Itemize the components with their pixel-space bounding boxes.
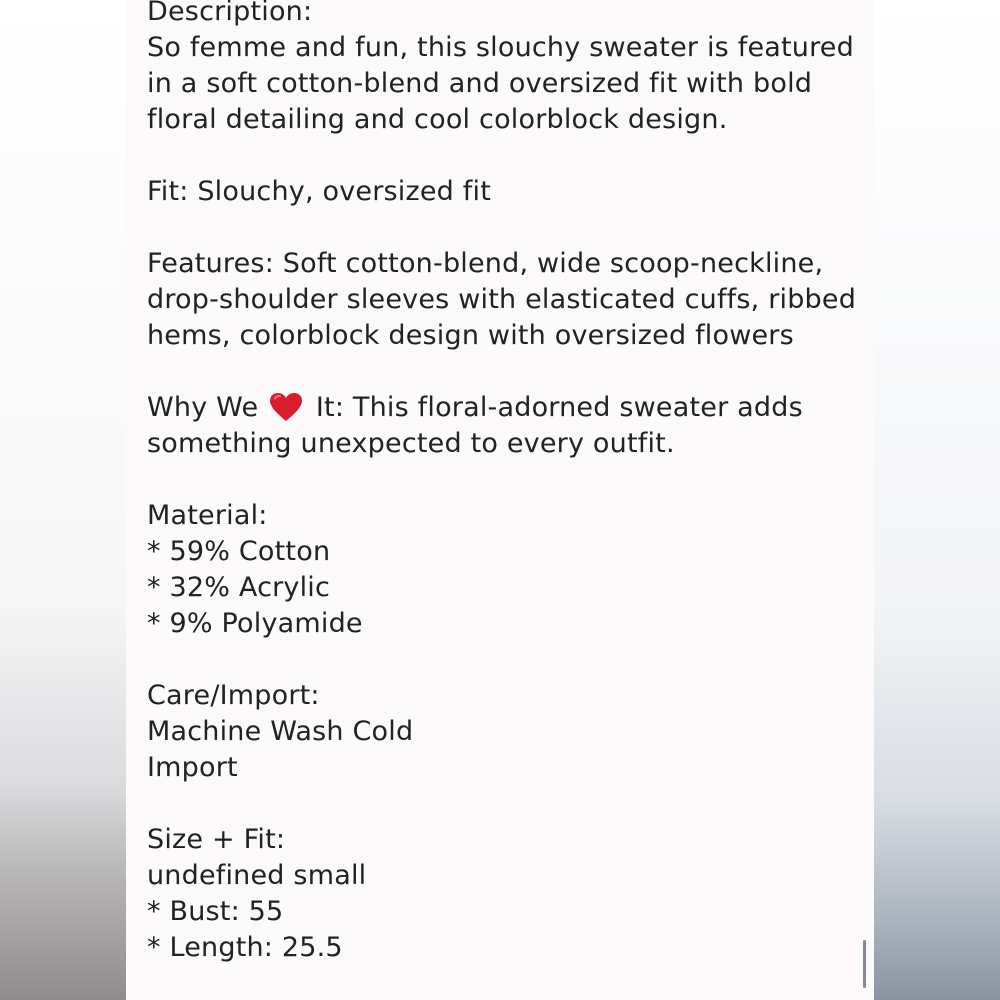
size-line: * Bust: 55 [147,896,284,927]
description-panel[interactable] [126,0,874,1000]
spacer [147,642,847,678]
fit-line: Fit: Slouchy, oversized fit [147,176,491,207]
features-line: hems, colorblock design with oversized flowers [147,320,794,351]
spacer [147,138,847,174]
size-line: undefined small [147,860,367,891]
scrollbar-thumb[interactable] [863,940,866,988]
why-we-love-it-line [147,390,847,426]
material-item: * 9% Polyamide [147,608,363,639]
care-line: Machine Wash Cold [147,716,414,747]
left-background [0,0,126,1000]
why-line: something unexpected to every outfit. [147,428,675,459]
spacer [147,210,847,246]
description-line: floral detailing and cool colorblock design. [147,104,728,135]
spacer [147,786,847,822]
spacer [147,354,847,390]
description-heading: Description: [147,0,313,27]
material-heading: Material: [147,500,268,531]
spacer [147,462,847,498]
right-background [874,0,1000,1000]
why-suffix: It: This floral-adorned sweater adds [315,392,803,423]
care-heading: Care/Import: [147,680,320,711]
description-line: in a soft cotton-blend and oversized fit with bold [147,68,813,99]
features-line: drop-shoulder sleeves with elasticated cuffs, ribbed [147,284,857,315]
description-text [147,0,857,966]
features-line: Features: Soft cotton-blend, wide scoop-neckline, [147,248,824,279]
size-heading: Size + Fit: [147,824,286,855]
why-prefix: Why We [147,392,259,423]
heart-icon [269,392,303,422]
care-line: Import [147,752,238,783]
material-item: * 59% Cotton [147,536,331,567]
size-line: * Length: 25.5 [147,932,343,963]
description-line: So femme and fun, this slouchy sweater is featured [147,32,854,63]
material-item: * 32% Acrylic [147,572,331,603]
